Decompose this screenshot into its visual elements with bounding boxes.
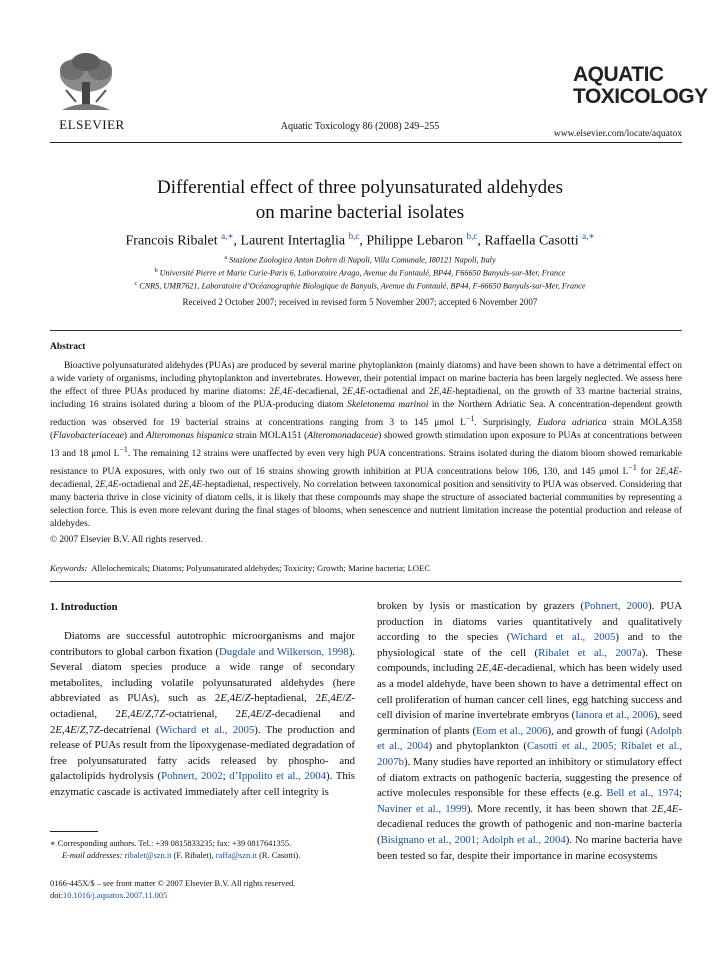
front-matter — [50, 878, 295, 902]
section-heading: 1. Introduction — [50, 602, 118, 613]
citation-link[interactable]: d’Ippolito et al., 2004 — [229, 770, 327, 783]
article-title — [0, 175, 720, 225]
citation-link[interactable]: Pohnert, 2002 — [161, 770, 223, 783]
doi-link[interactable]: 10.1016/j.aquatox.2007.11.005 — [63, 891, 168, 900]
journal-logo-line-2: TOXICOLOGY — [573, 85, 708, 108]
author-name[interactable]: Philippe Lebaron — [366, 233, 464, 249]
citation-link[interactable]: Pohnert, 2000 — [584, 600, 649, 612]
author-list: Francois Ribalet $^{a,∗}$, Laurent Intertaglia $^{b,c}$, Philippe Lebaron $^{b,c}$, Raffaella Casotti $^{a,∗}$ — [125, 231, 595, 249]
email-link[interactable]: ribalet@szn.it — [124, 851, 172, 860]
citation-link[interactable]: Ribalet et al., 2007a — [538, 646, 642, 659]
received-dates: Received 2 October 2007; received in revised form 5 November 2007; accepted 6 November 2007 — [182, 297, 538, 307]
keywords-list: Allelochemicals; Diatoms; Polyunsaturated aldehydes; Toxicity; Growth; Marine bacteria; LOEC — [91, 563, 431, 573]
footnote-divider — [50, 831, 98, 832]
author-affiliation-mark[interactable]: a,∗ — [582, 231, 595, 241]
citation-link[interactable]: Bell et al., 1974 — [606, 787, 679, 800]
affiliation-c: $^c$ CNRS, UMR7621, Laboratoire d’Océanographie Biologique de Banyuls, Avenue du Fontaulé, BP44, F-66650 Banyuls-sur-Mer, France — [134, 281, 586, 291]
author-name[interactable]: Raffaella Casotti — [484, 233, 579, 249]
journal-reference: Aquatic Toxicology 86 (2008) 249–255 — [280, 121, 440, 132]
citation-link[interactable]: Naviner et al., 1999 — [377, 802, 467, 815]
citation-link[interactable]: Ianora et al., 2006 — [575, 709, 654, 722]
keywords-label: Keywords: — [50, 563, 88, 573]
author-name[interactable]: Laurent Intertaglia — [240, 233, 346, 249]
citation-link[interactable]: Wichard et al., 2005 — [510, 631, 616, 644]
author-affiliation-mark[interactable]: a,∗ — [221, 231, 234, 241]
citation-link[interactable]: Casotti et al., 2005; Ribalet et al., 2007b — [377, 740, 682, 768]
journal-logo — [573, 63, 708, 108]
abstract-body: Bioactive polyunsaturated aldehydes (PUAs) are produced by several marine phytoplankton (mainly diatoms) and have been shown to have a detrimental effect on a wide variety of organisms, including phytoplankton and invertebrates. However, their potential impact on marine bacteria has been largely neglected. We assess here the effect of three PUAs produced by marine diatoms: 2E,4E-decadienal, 2E,4E-octadienal and 2E,4E-heptadienal, on the growth of 33 marine bacterial strains, including 16 strains isolated during a bloom of the PUA-producing diatom Skeletonema marinoi in the Northern Adriatic Sea. A concentration-dependent growth reduction was observed for 19 bacterial strains at concentrations ranging from 3 to 145 μmol $L^{-1}$. Surprisingly, Eudora adriatica strain MOLA358 (Flavobacteriaceae) and Alteromonas hispanica strain MOLA151 (Alteromonadaceae) showed growth stimulation upon exposure to PUAs at concentrations between 13 and 18 μmol $L^{-1}$. The remaining 12 strains were unaffected by even very high PUA concentrations. Strains isolated during the diatom bloom showed remarkable resistance to PUA exposures, with only two out of 16 strains showing growth inhibition at PUA concentrations below 106, 130, and 145 μmol $L^{-1}$ for 2E,4E-decadienal, 2E,4E-octadienal and 2E,4E-heptadienal, respectively. No correlation between taxonomical position and sensitivity to PUA was observed. Considering that many bacteria thrive in close vicinity of diatom cells, it is likely that these compounds may shape the structure of associated bacterial communities by representing a selection force. This is even more relevant during the final stages of blooms, when senescence and nutrient limitation increase the potential production and release of aldehydes. — [50, 361, 682, 530]
abstract-bottom-divider — [50, 581, 682, 582]
abstract-heading: Abstract — [50, 342, 86, 352]
header-divider — [50, 142, 682, 143]
intro-right-column: broken by lysis or mastication by grazers (Pohnert, 2000). PUA production in diatoms varies quantitatively and qualitatively according to the species (Wichard et al., 2005) and to the physiological state of the cell (Ribalet et al., 2007a). These compounds, including 2E,4E-decadienal, which has been widely used as a model aldehyde, have been shown to have a detrimental effect on cell proliferation of human cancer cell lines, egg hatching success and cell division of marine invertebrate embryos (Ianora et al., 2006), seed germination of plants (Eom et al., 2006), and growth of fungi (Adolph et al., 2004) and phytoplankton (Casotti et al., 2005; Ribalet et al., 2007b). Many studies have reported an inhibitory or stimulatory effect of diatom extracts on pathogenic bacteria, suggesting the presence of active molecules responsible for these effects (e.g. Bell et al., 1974; Naviner et al., 1999). More recently, it has been shown that 2E,4E-decadienal reduces the growth of pathogenic and non-marine bacteria (Bisignano et al., 2001; Adolph et al., 2004). No marine bacteria have been tested so far, despite their importance in marine ecosystems — [377, 600, 682, 862]
citation-link[interactable]: Eom et al., 2006 — [476, 724, 548, 737]
keywords — [50, 563, 682, 573]
intro-left-column: Diatoms are successful autotrophic microorganisms and major contributors to global carbon fixation (Dugdale and Wilkerson, 1998). Several diatom species produce a wide range of secondary metabolites, including volatile polyunsaturated aldehydes (here abbreviated as PUAs), such as 2E,4E/Z-heptadienal, 2E,4E/Z-octadienal, 2E,4E/Z,7Z-octatrienal, 2E,4E/Z-decadienal and 2E,4E/Z,7Z-decatrienal (Wichard et al., 2005). The production and release of PUAs result from the lipoxygenase-mediated degradation of free polyunsaturated fatty acids released by phospho- and galactolipids hydrolysis (Pohnert, 2002; d’Ippolito et al., 2004). This enzymatic cascade is activated immediately after cell integrity is — [50, 630, 356, 798]
title-line-2: on marine bacterial isolates — [255, 202, 465, 223]
publisher-name: ELSEVIER — [59, 117, 125, 132]
author-affiliation-mark[interactable]: b,c — [466, 231, 478, 241]
affiliation-a: $^a$ Stazione Zoologica Anton Dohrn di Napoli, Villa Comunale, I80121 Napoli, Italy — [224, 255, 496, 265]
author-name[interactable]: Francois Ribalet — [125, 233, 218, 249]
title-line-1: Differential effect of three polyunsaturated aldehydes — [156, 177, 564, 198]
citation-link[interactable]: Dugdale and Wilkerson, 1998 — [218, 645, 349, 658]
doi-line: doi:10.1016/j.aquatox.2007.11.005 — [50, 891, 168, 900]
author-affiliation-mark[interactable]: b,c — [348, 231, 360, 241]
corresponding-author-footnote — [50, 838, 355, 862]
abstract-top-divider — [50, 330, 682, 331]
email-link[interactable]: raffa@szn.it — [215, 851, 258, 860]
citation-link[interactable]: Bisignano et al., 2001; Adolph et al., 2004 — [380, 833, 566, 846]
abstract-copyright: © 2007 Elsevier B.V. All rights reserved. — [50, 535, 203, 545]
citation-link[interactable]: Adolph et al., 2004 — [377, 724, 682, 753]
front-matter-notice: 0166-445X/$ – see front matter © 2007 Elsevier B.V. All rights reserved. — [50, 879, 296, 888]
footnote-contact: ∗ Corresponding authors. Tel.: +39 0815833235; fax: +39 0817641355. — [50, 839, 292, 848]
footnote-emails: E-mail addresses: ribalet@szn.it (F. Ribalet), raffa@szn.it (R. Casotti). — [62, 851, 301, 860]
elsevier-tree-logo-icon — [52, 50, 120, 118]
journal-url-link[interactable]: www.elsevier.com/locate/aquatox — [553, 129, 682, 139]
affiliation-b: $^b$ Université Pierre et Marie Curie-Paris 6, Laboratoire Arago, Avenue du Fontaulé, BP44, F66650 Banyuls-sur-Mer, France — [154, 268, 566, 278]
citation-link[interactable]: Wichard et al., 2005 — [159, 723, 255, 736]
journal-logo-line-1: AQUATIC — [573, 63, 664, 86]
